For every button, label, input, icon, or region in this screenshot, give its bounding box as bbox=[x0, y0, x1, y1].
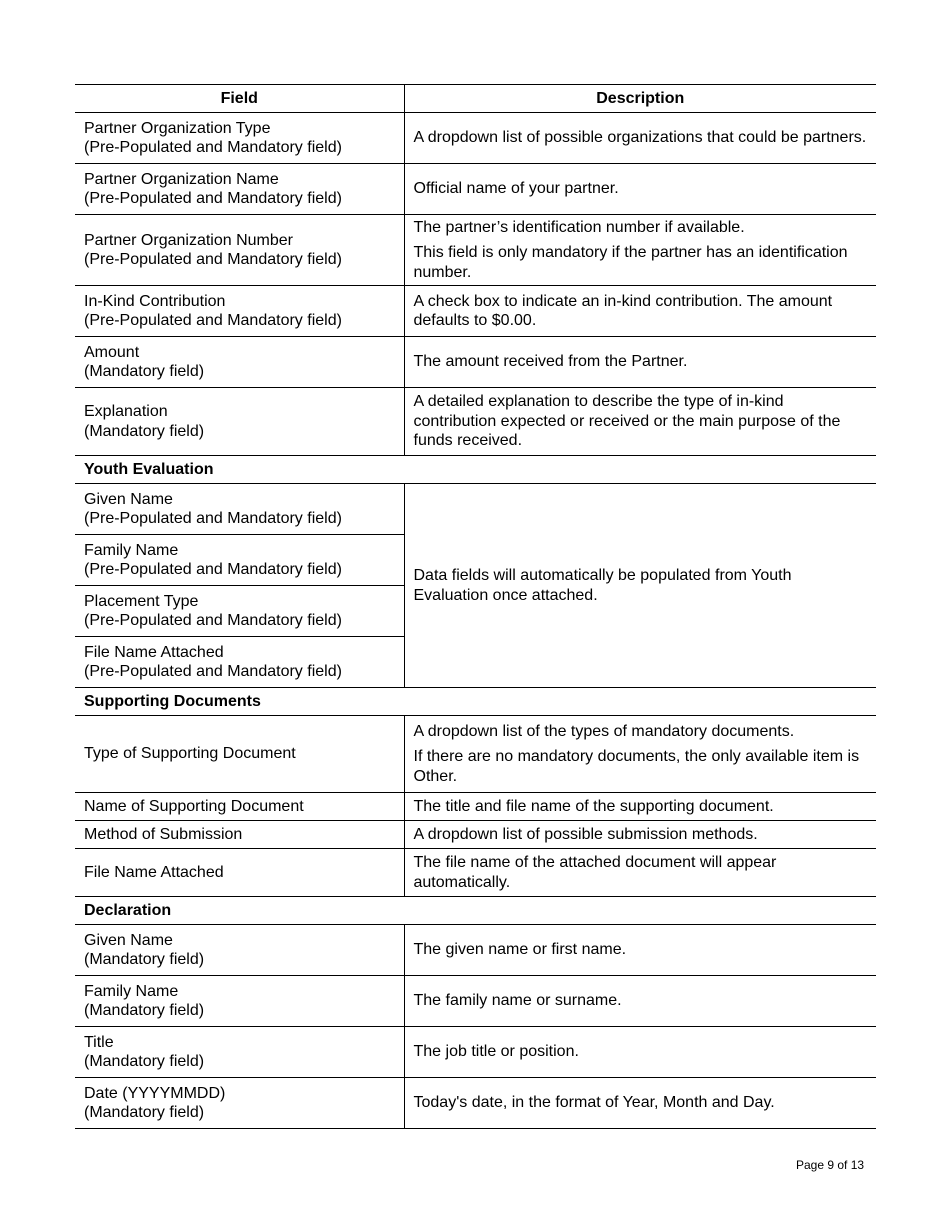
page-number: Page 9 of 13 bbox=[796, 1158, 865, 1172]
description-cell: The file name of the attached document will appear automatically. bbox=[404, 849, 876, 897]
description-cell: The amount received from the Partner. bbox=[404, 337, 876, 388]
table-row bbox=[75, 976, 876, 1027]
table-row bbox=[75, 925, 876, 976]
description-cell: The partner’s identification number if available. This field is only mandatory if the partner has an identification number. bbox=[404, 215, 876, 286]
field-cell: Given Name (Pre-Populated and Mandatory field) bbox=[75, 484, 404, 535]
field-cell: Family Name (Mandatory field) bbox=[75, 976, 404, 1027]
field-cell: Family Name (Pre-Populated and Mandatory field) bbox=[75, 535, 404, 586]
description-cell: The job title or position. bbox=[404, 1027, 876, 1078]
table-row bbox=[75, 1027, 876, 1078]
description-cell: The title and file name of the supporting document. bbox=[404, 793, 876, 821]
section-row-supporting-documents bbox=[75, 688, 876, 716]
field-cell: File Name Attached (Pre-Populated and Mandatory field) bbox=[75, 637, 404, 688]
description-cell: A detailed explanation to describe the type of in-kind contribution expected or received or the main purpose of the funds received. bbox=[404, 388, 876, 456]
table-row bbox=[75, 286, 876, 337]
field-cell: File Name Attached bbox=[75, 849, 404, 897]
field-cell: Given Name (Mandatory field) bbox=[75, 925, 404, 976]
field-description-table bbox=[75, 84, 876, 1129]
section-heading: Declaration bbox=[75, 897, 876, 925]
field-cell: Date (YYYYMMDD) (Mandatory field) bbox=[75, 1078, 404, 1129]
field-cell: Title (Mandatory field) bbox=[75, 1027, 404, 1078]
table-row bbox=[75, 215, 876, 286]
section-row-declaration bbox=[75, 897, 876, 925]
field-cell: Amount (Mandatory field) bbox=[75, 337, 404, 388]
description-cell: A dropdown list of possible organizations that could be partners. bbox=[404, 113, 876, 164]
table-row bbox=[75, 164, 876, 215]
field-cell: In-Kind Contribution (Pre-Populated and Mandatory field) bbox=[75, 286, 404, 337]
table-header-row bbox=[75, 85, 876, 113]
table-row bbox=[75, 388, 876, 456]
description-cell: Today's date, in the format of Year, Month and Day. bbox=[404, 1078, 876, 1129]
table-row bbox=[75, 484, 876, 535]
table-row bbox=[75, 821, 876, 849]
description-cell: A dropdown list of the types of mandatory documents. If there are no mandatory documents, the only available item is Other. bbox=[404, 716, 876, 793]
description-cell: A dropdown list of possible submission methods. bbox=[404, 821, 876, 849]
field-cell: Partner Organization Name (Pre-Populated and Mandatory field) bbox=[75, 164, 404, 215]
table-row bbox=[75, 113, 876, 164]
description-cell-merged: Data fields will automatically be populated from Youth Evaluation once attached. bbox=[404, 484, 876, 688]
table-row bbox=[75, 793, 876, 821]
description-cell: The family name or surname. bbox=[404, 976, 876, 1027]
field-cell: Type of Supporting Document bbox=[75, 716, 404, 793]
description-column-header: Description bbox=[404, 85, 876, 113]
field-cell: Method of Submission bbox=[75, 821, 404, 849]
section-heading: Youth Evaluation bbox=[75, 456, 876, 484]
section-heading: Supporting Documents bbox=[75, 688, 876, 716]
field-column-header: Field bbox=[75, 85, 404, 113]
field-cell: Partner Organization Number (Pre-Populated and Mandatory field) bbox=[75, 215, 404, 286]
field-cell: Explanation (Mandatory field) bbox=[75, 388, 404, 456]
field-cell: Placement Type (Pre-Populated and Mandatory field) bbox=[75, 586, 404, 637]
field-cell: Name of Supporting Document bbox=[75, 793, 404, 821]
table-row bbox=[75, 1078, 876, 1129]
section-row-youth-evaluation bbox=[75, 456, 876, 484]
description-cell: A check box to indicate an in-kind contribution. The amount defaults to $0.00. bbox=[404, 286, 876, 337]
field-cell: Partner Organization Type (Pre-Populated and Mandatory field) bbox=[75, 113, 404, 164]
description-cell: The given name or first name. bbox=[404, 925, 876, 976]
table-row bbox=[75, 337, 876, 388]
table-row bbox=[75, 716, 876, 793]
table-row bbox=[75, 849, 876, 897]
description-cell: Official name of your partner. bbox=[404, 164, 876, 215]
